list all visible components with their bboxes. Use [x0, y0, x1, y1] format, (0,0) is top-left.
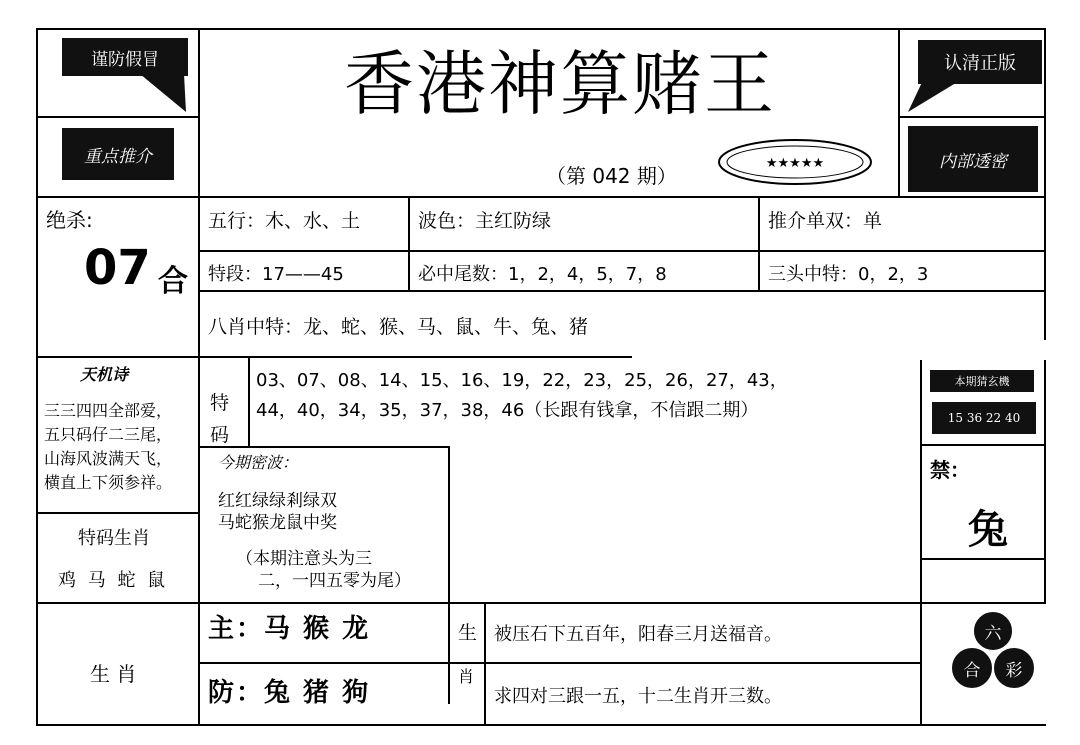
divider [758, 196, 760, 290]
danshuang: 推介单双：单 [768, 210, 883, 232]
divider [898, 116, 1046, 118]
shengxiao-label: 生 肖 [90, 662, 137, 686]
divider [198, 250, 1046, 252]
tianji-line: 横直上下须参祥。 [44, 473, 173, 492]
miji-line: 红红绿绿剎绿双 [218, 491, 337, 511]
tianji-line: 五只码仔二三尾， [44, 425, 173, 444]
side-label: 生 [458, 622, 478, 644]
divider [920, 558, 1046, 560]
guess-label: 本期猜玄機 [930, 370, 1034, 392]
temashengxiao-animals: 鸡 马 蛇 鼠 [58, 570, 169, 591]
side-label: 肖 [458, 667, 475, 686]
tianji-title: 天机诗 [80, 365, 129, 384]
wuxing: 五行：木、水、土 [208, 210, 361, 232]
logo-circle: 彩 [992, 646, 1036, 690]
divider [36, 512, 199, 514]
miji-title: 今期密波： [218, 453, 299, 472]
weishu: 必中尾数：1，2，4，5，7，8 [418, 264, 667, 285]
tianji-line: 山海风波满天飞， [44, 449, 173, 468]
divider [920, 604, 922, 724]
divider [36, 602, 922, 604]
logo-circle: 六 [972, 610, 1014, 652]
divider [448, 604, 450, 704]
tianji-line: 三三四四全部爱， [44, 401, 173, 420]
tema-label: 码 [210, 424, 230, 446]
frame-top [36, 28, 1046, 30]
tag-top-left: 谨防假冒 [62, 38, 188, 76]
ban-label: 禁： [930, 458, 970, 482]
divider [920, 360, 922, 602]
tema-numbers: 44，40，34，35，37，38，46（长跟有钱拿，不信跟二期） [256, 400, 759, 421]
miji-note: 二，一四五零为尾） [258, 571, 411, 591]
bose: 波色：主红防绿 [418, 210, 552, 232]
stamp-icon [716, 136, 874, 188]
divider [198, 28, 200, 726]
teduan: 特段：17——45 [208, 264, 344, 285]
kill-label: 绝杀: [46, 208, 93, 232]
divider [198, 290, 1046, 292]
ban-value: 兔 [968, 507, 1008, 553]
lottery-logo [944, 610, 1038, 698]
miji-note: （本期注意头为三 [236, 549, 372, 569]
divider [198, 662, 920, 664]
divider [408, 196, 410, 290]
baxiao: 八肖中特：龙、蛇、猴、马、鼠、牛、兔、猪 [208, 316, 589, 338]
divider [898, 28, 900, 198]
santou: 三头中特：0，2，3 [768, 264, 929, 285]
miji-line: 马蛇猴龙鼠中奖 [218, 513, 337, 533]
tag-mid-left: 重点推介 [62, 128, 174, 180]
tag-mid-right: 内部透密 [908, 126, 1038, 192]
frame-left [36, 28, 38, 726]
kill-number: 07 [84, 240, 151, 296]
speech-tail-icon [904, 76, 964, 116]
divider [36, 116, 199, 118]
tema-numbers: 03、07、08、14、15、16、19，22，23，25，26，27，43， [256, 370, 788, 391]
issue-number: （第 042 期） [546, 164, 677, 188]
divider [1044, 360, 1046, 602]
divider [920, 602, 1046, 604]
frame-bottom [36, 724, 1046, 726]
frame-right [1044, 28, 1046, 340]
divider [448, 446, 450, 602]
verse-line: 被压石下五百年，阳春三月送福音。 [494, 624, 782, 645]
guess-numbers: 15 36 22 40 [932, 402, 1036, 434]
divider [248, 358, 250, 446]
zhu-animals: 主：马 猴 龙 [208, 614, 371, 644]
kill-suffix: 合 [158, 264, 188, 299]
speech-tail-icon [130, 70, 190, 116]
temashengxiao-label: 特码生肖 [78, 528, 150, 549]
verse-line: 求四对三跟一五，十二生肖开三数。 [494, 686, 782, 707]
logo-circle: 合 [950, 646, 994, 690]
fang-animals: 防：兔 猪 狗 [208, 678, 371, 708]
divider [920, 444, 1046, 446]
divider [484, 604, 486, 724]
divider [36, 356, 632, 358]
tag-top-right: 认清正版 [918, 40, 1042, 84]
divider [198, 446, 450, 448]
tema-label: 特 [210, 392, 230, 414]
page-title: 香港神算赌王 [344, 43, 776, 125]
stamp-text: ★★★★★ [765, 156, 825, 171]
divider [36, 196, 1046, 198]
